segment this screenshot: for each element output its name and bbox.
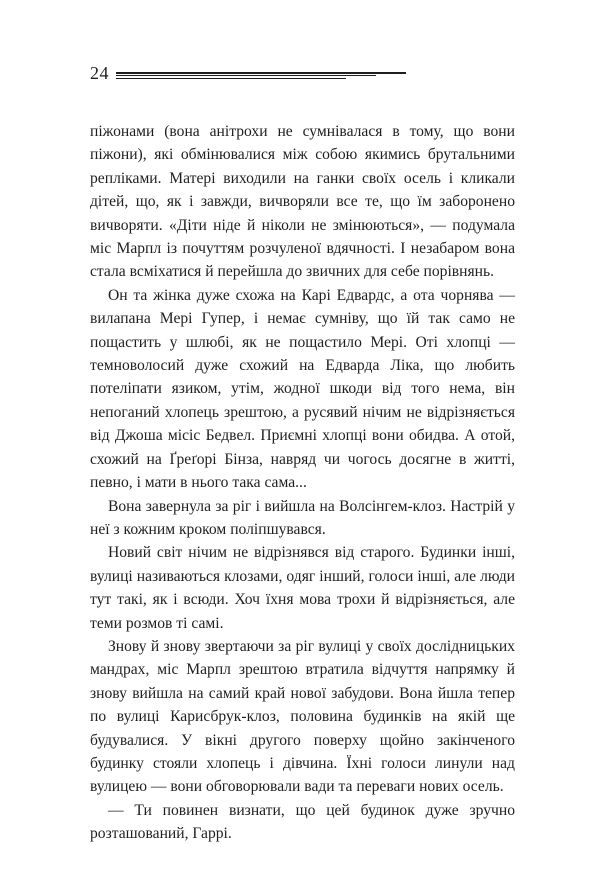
paragraph: Новий світ нічим не відрізнявся від старого. Будинки інші, вулиці називаються клозами, одяг інший, голоси інші, але люди тут такі, як і всюди. Хоч їхня мова трохи й відрізняється, але теми розмов ті самі. xyxy=(90,544,515,632)
header-rule xyxy=(116,72,406,79)
header-rule-line xyxy=(116,72,406,74)
header-rule-line xyxy=(116,75,376,76)
paragraph: — Ти повинен визнати, що цей будинок дуже зручно розташований, Гаррі. xyxy=(90,801,515,843)
paragraph: Он та жінка дуже схожа на Карі Едвардс, а ота чорнява — вилапана Мері Гупер, і немає сумніву, що їй так само не пощастить у шлюбі, як не пощастило Мері. Оті хлопці — темноволосий дуже схожий на Едварда Ліка, що любить потеліпати язиком, утім, жодної шкоди від того нема, він непоганий хлопець зрештою, а русявий нічим не відрізняється від Джоша місіс Бедвел. Приємні хлопці вони обидва. А отой, схожий на Ґреґорі Бінза, навряд чи чогось досягне в житті, певно, і мати в нього така сама... xyxy=(90,286,515,492)
body-text xyxy=(90,120,515,846)
paragraph: піжонами (вона анітрохи не сумнівалася в тому, що вони піжони), які обмінювалися між собою якимись брутальними репліками. Матері виходили на ганки своїх осель і кликали дітей, що, як і завжди, вичворяли все те, що їм заборонено вичворяти. «Діти ніде й ніколи не змінюються», — подумала міс Марпл із почуттям розчуленої вдячності. І незабаром вона стала всміхатися й перейшла до звичних для себе порівнянь. xyxy=(90,123,515,281)
page-number: 24 xyxy=(90,63,109,83)
paragraph: Знову й знову звертаючи за ріг вулиці у своїх дослідницьких мандрах, міс Марпл зрештою втратила відчуття напрямку й знову вийшла на самий край нової забудови. Вона йшла тепер по вулиці Карисбрук-клоз, половина будинків на якій ще будувалися. У вікні другого поверху щойно закінченого будинку стояли хлопець і дівчина. Їхні голоси линули над вулицею — вони обговорювали вади та переваги нових осель. xyxy=(90,637,515,796)
page-header xyxy=(90,62,330,84)
header-rule-line xyxy=(116,78,346,79)
paragraph: Вона завернула за ріг і вийшла на Волсінгем-клоз. Настрій у неї з кожним кроком поліпшувався. xyxy=(90,497,515,538)
